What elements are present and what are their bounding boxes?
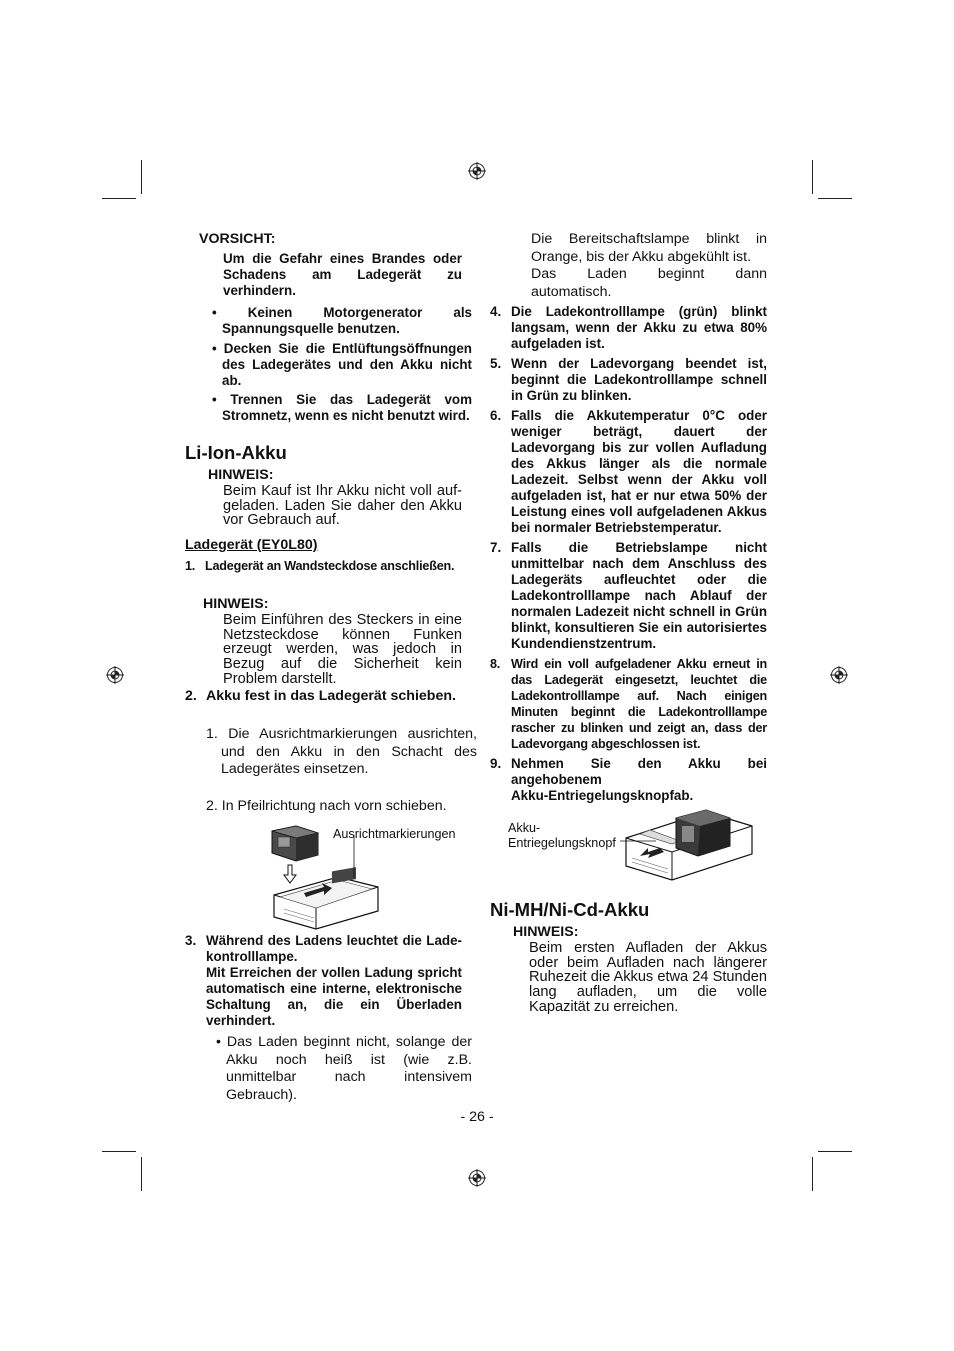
crop-mark	[141, 160, 142, 194]
item-number: 4.	[490, 304, 502, 319]
step-text: Ladegerät an Wandsteckdose anschließen.	[205, 559, 455, 573]
crop-mark	[812, 160, 813, 194]
item-text	[511, 756, 767, 804]
step-3	[185, 933, 462, 965]
step-text: Akku fest in das Ladegerät schieben.	[206, 688, 456, 704]
step-number: 2.	[185, 688, 197, 704]
crop-mark	[812, 1157, 813, 1191]
step-1	[185, 558, 462, 574]
item-number: 9.	[490, 756, 502, 771]
list-item	[490, 408, 771, 536]
step-3-bullet: • Das Laden beginnt nicht, solange der Akku noch heiß ist (wie z.B. unmittelbar nach intensivem Gebrauch).	[216, 1034, 472, 1103]
item-text-line: Akku-Entriegelungsknopfab.	[511, 788, 694, 803]
crop-mark	[818, 1151, 852, 1152]
step-number: 3.	[185, 933, 197, 948]
crop-mark	[102, 1151, 136, 1152]
step-text: Während des Ladens leuchtet die Lade-kontrolllampe.	[206, 933, 462, 964]
substep: 2. In Pfeilrichtung nach vorn schieben.	[206, 798, 447, 814]
item-number: 8.	[490, 657, 501, 671]
vorsicht-bullet: • Keinen Motorgenerator als Spannungsquelle benutzen.	[212, 305, 472, 336]
subheading-ladegeraet: Ladegerät (EY0L80)	[185, 537, 318, 553]
figure-label: Entriegelungsknopf	[508, 836, 616, 850]
list-item	[490, 756, 767, 804]
substep: 1. Die Ausrichtmarkierungen ausrichten, und den Akku in den Schacht des Ladegerätes einsetzen.	[206, 726, 477, 777]
hinweis-label: HINWEIS:	[208, 467, 274, 483]
continuation-text: Die Bereitschaftslampe blinkt in Orange, bis der Akku abgekühlt ist.	[531, 231, 767, 265]
page-number: - 26 -	[460, 1109, 494, 1125]
hinweis-label: HINWEIS:	[203, 596, 269, 612]
item-text: Wird ein voll aufgeladener Akku erneut in das Ladegerät eingesetzt, leuchtet die Ladekontrolllampe auf. Nach einigen Minuten beginnt die Ladekontrolllampe rascher zu blinken und zeigt an, dass der Ladevorgang abgeschlossen ist.	[511, 657, 767, 751]
list-item	[490, 356, 767, 404]
registration-mark-icon	[468, 162, 486, 180]
step-3-text2: Mit Erreichen der vollen Ladung spricht automatisch eine interne, elektronische Schaltung an, die ein Überladen verhindert.	[206, 965, 462, 1028]
section-heading-nimh: Ni-MH/Ni-Cd-Akku	[490, 899, 650, 920]
step-2	[185, 688, 462, 706]
item-text-line: Nehmen Sie den Akku bei angehobenem	[511, 756, 767, 787]
hinweis-text: Beim Kauf ist Ihr Akku nicht voll auf-geladen. Laden Sie daher den Akku vor Gebrauch auf.	[223, 483, 462, 529]
battery-release-illustration	[620, 808, 760, 884]
list-item	[490, 540, 767, 652]
item-text: Falls die Betriebslampe nicht unmittelbar nach dem Anschluss des Ladegeräts aufleuchtet oder die Ladekontrolllampe nach Ablauf der normalen Ladezeit nicht schnell in Grün blinkt, konsultieren Sie ein autorisiertes Kundendienstzentrum.	[511, 540, 767, 651]
section-heading-liion: Li-Ion-Akku	[185, 442, 287, 463]
item-text: Falls die Akkutemperatur 0°C oder weniger beträgt, dauert der Ladevorgang bis zur vollen Aufladung des Akkus länger als die normale Ladezeit. Selbst wenn der Akku voll aufgeladen ist, hat er nur etwa 50% der Leistung eines voll aufgeladenen Akkus bei normaler Betriebstemperatur.	[511, 408, 767, 535]
crop-mark	[102, 198, 136, 199]
figure-label: Ausrichtmarkierungen	[333, 827, 456, 841]
vorsicht-intro: Um die Gefahr eines Brandes oder Schadens am Ladegerät zu verhindern.	[223, 251, 462, 298]
continuation-text: Das Laden beginnt dann automatisch.	[531, 266, 767, 300]
item-number: 6.	[490, 408, 502, 423]
list-item	[490, 304, 767, 352]
vorsicht-bullet: • Trennen Sie das Ladegerät vom Stromnetz, wenn es nicht benutzt wird.	[212, 392, 472, 423]
list-item	[490, 656, 767, 752]
registration-mark-icon	[468, 1169, 486, 1187]
step-number: 1.	[185, 559, 196, 573]
item-number: 7.	[490, 540, 502, 555]
figure-label: Akku-	[508, 821, 541, 835]
item-text: Die Ladekontrolllampe (grün) blinkt langsam, wenn der Akku zu etwa 80% aufgeladen ist.	[511, 304, 767, 351]
item-number: 5.	[490, 356, 502, 371]
vorsicht-bullet: • Decken Sie die Entlüftungsöffnungen des Ladegerätes und den Akku nicht ab.	[212, 341, 472, 388]
hinweis-label: HINWEIS:	[513, 924, 579, 940]
hinweis-text: Beim ersten Aufladen der Akkus oder beim Aufladen nach längerer Ruhezeit die Akkus etwa 24 Stunden lang aufladen, um die volle Kapazität zu erreichen.	[529, 940, 767, 1015]
registration-mark-icon	[106, 666, 124, 684]
crop-mark	[818, 198, 852, 199]
item-text: Wenn der Ladevorgang beendet ist, beginnt die Ladekontrolllampe schnell in Grün zu blinken.	[511, 356, 767, 403]
vorsicht-title: VORSICHT:	[199, 231, 276, 247]
crop-mark	[141, 1157, 142, 1191]
hinweis-text: Beim Einführen des Steckers in eine Netzsteckdose können Funken erzeugt werden, was jedoch in Bezug auf die Sicherheit kein Problem darstellt.	[223, 612, 462, 687]
registration-mark-icon	[830, 666, 848, 684]
